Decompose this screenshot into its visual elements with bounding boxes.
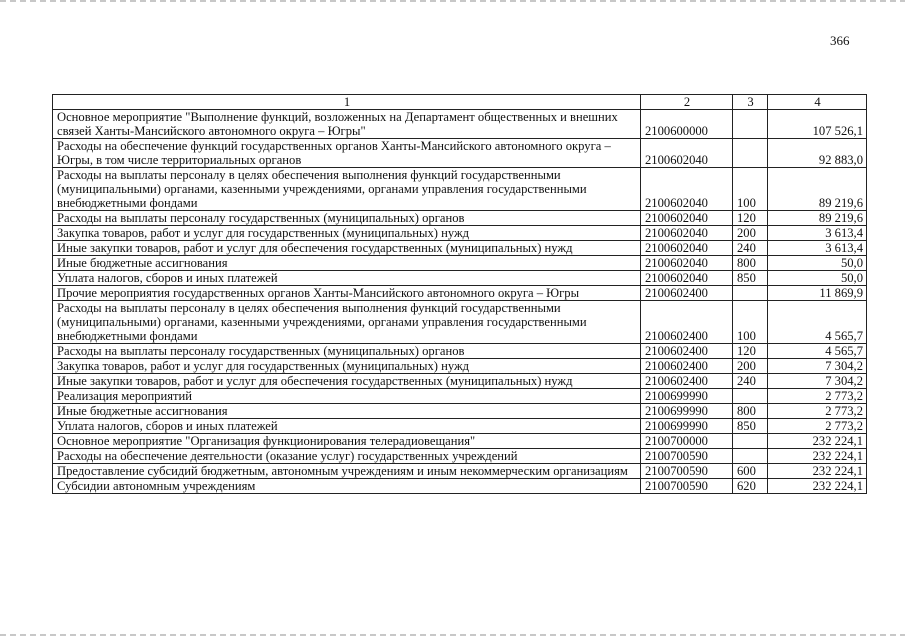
row-code: 2100699990	[641, 419, 733, 434]
row-amount: 7 304,2	[768, 359, 867, 374]
table-row	[53, 168, 867, 211]
page-number: 366	[830, 33, 850, 48]
scan-edge-top	[0, 0, 905, 2]
row-type: 620	[733, 479, 768, 494]
row-code: 2100602040	[641, 139, 733, 168]
table-row	[53, 449, 867, 464]
table-row	[53, 359, 867, 374]
table-row	[53, 419, 867, 434]
table-row	[53, 404, 867, 419]
row-code: 2100602040	[641, 241, 733, 256]
table-row	[53, 271, 867, 286]
row-amount: 232 224,1	[768, 434, 867, 449]
row-code: 2100700000	[641, 434, 733, 449]
row-type	[733, 286, 768, 301]
table-row	[53, 464, 867, 479]
row-type: 200	[733, 359, 768, 374]
row-name: Расходы на выплаты персоналу в целях обеспечения выполнения функций государственными (муниципальными) органами, казенными учреждениями, органами управления государственными внебюджетными фондами	[53, 301, 641, 344]
row-amount: 89 219,6	[768, 168, 867, 211]
row-type: 240	[733, 241, 768, 256]
row-code: 2100602040	[641, 271, 733, 286]
column-header-amount: 4	[768, 95, 867, 110]
row-code: 2100700590	[641, 464, 733, 479]
row-type: 100	[733, 168, 768, 211]
row-code: 2100602040	[641, 211, 733, 226]
row-code: 2100602040	[641, 168, 733, 211]
column-header-type: 3	[733, 95, 768, 110]
row-amount: 2 773,2	[768, 389, 867, 404]
row-name: Иные бюджетные ассигнования	[53, 256, 641, 271]
row-name: Реализация мероприятий	[53, 389, 641, 404]
row-name: Расходы на выплаты персоналу государственных (муниципальных) органов	[53, 344, 641, 359]
row-code: 2100700590	[641, 479, 733, 494]
column-header-code: 2	[641, 95, 733, 110]
row-name: Субсидии автономным учреждениям	[53, 479, 641, 494]
table-row	[53, 374, 867, 389]
table-row	[53, 301, 867, 344]
row-type: 100	[733, 301, 768, 344]
row-name: Закупка товаров, работ и услуг для государственных (муниципальных) нужд	[53, 226, 641, 241]
row-name: Расходы на выплаты персоналу в целях обеспечения выполнения функций государственными (муниципальными) органами, казенными учреждениями, органами управления государственными внебюджетными фондами	[53, 168, 641, 211]
row-type: 120	[733, 344, 768, 359]
row-type: 850	[733, 271, 768, 286]
row-type	[733, 110, 768, 139]
row-type	[733, 139, 768, 168]
row-amount: 4 565,7	[768, 301, 867, 344]
row-name: Уплата налогов, сборов и иных платежей	[53, 271, 641, 286]
table-row	[53, 344, 867, 359]
column-header-name: 1	[53, 95, 641, 110]
table-row	[53, 211, 867, 226]
table-row	[53, 110, 867, 139]
row-amount: 7 304,2	[768, 374, 867, 389]
row-amount: 232 224,1	[768, 464, 867, 479]
row-amount: 11 869,9	[768, 286, 867, 301]
row-code: 2100602400	[641, 374, 733, 389]
table-row	[53, 226, 867, 241]
row-amount: 232 224,1	[768, 449, 867, 464]
row-amount: 2 773,2	[768, 419, 867, 434]
table-row	[53, 389, 867, 404]
table-header-row	[53, 95, 867, 110]
row-name: Основное мероприятие "Выполнение функций, возложенных на Департамент общественных и внешних связей Ханты-Мансийского автономного округа – Югры"	[53, 110, 641, 139]
row-amount: 2 773,2	[768, 404, 867, 419]
row-name: Предоставление субсидий бюджетным, автономным учреждениям и иным некоммерческим организациям	[53, 464, 641, 479]
row-name: Иные бюджетные ассигнования	[53, 404, 641, 419]
row-amount: 50,0	[768, 271, 867, 286]
row-amount: 89 219,6	[768, 211, 867, 226]
table-row	[53, 286, 867, 301]
table-row	[53, 434, 867, 449]
table-row	[53, 241, 867, 256]
row-amount: 3 613,4	[768, 241, 867, 256]
row-code: 2100602400	[641, 344, 733, 359]
row-name: Прочие мероприятия государственных органов Ханты-Мансийского автономного округа – Югры	[53, 286, 641, 301]
row-name: Расходы на обеспечение функций государственных органов Ханты-Мансийского автономного округа – Югры, в том числе территориальных органов	[53, 139, 641, 168]
row-name: Расходы на выплаты персоналу государственных (муниципальных) органов	[53, 211, 641, 226]
row-name: Закупка товаров, работ и услуг для государственных (муниципальных) нужд	[53, 359, 641, 374]
row-amount: 92 883,0	[768, 139, 867, 168]
row-code: 2100600000	[641, 110, 733, 139]
row-code: 2100700590	[641, 449, 733, 464]
row-type: 240	[733, 374, 768, 389]
row-type	[733, 434, 768, 449]
row-amount: 4 565,7	[768, 344, 867, 359]
row-type: 800	[733, 404, 768, 419]
row-type: 200	[733, 226, 768, 241]
table-row	[53, 256, 867, 271]
row-name: Расходы на обеспечение деятельности (оказание услуг) государственных учреждений	[53, 449, 641, 464]
row-code: 2100602400	[641, 286, 733, 301]
row-code: 2100602400	[641, 301, 733, 344]
row-name: Иные закупки товаров, работ и услуг для обеспечения государственных (муниципальных) нужд	[53, 241, 641, 256]
row-code: 2100699990	[641, 404, 733, 419]
table-row	[53, 479, 867, 494]
row-code: 2100602040	[641, 226, 733, 241]
table-row	[53, 139, 867, 168]
row-amount: 3 613,4	[768, 226, 867, 241]
row-type: 850	[733, 419, 768, 434]
budget-table	[52, 94, 867, 494]
row-code: 2100699990	[641, 389, 733, 404]
row-type	[733, 449, 768, 464]
row-code: 2100602400	[641, 359, 733, 374]
row-name: Уплата налогов, сборов и иных платежей	[53, 419, 641, 434]
row-amount: 232 224,1	[768, 479, 867, 494]
row-code: 2100602040	[641, 256, 733, 271]
row-amount: 107 526,1	[768, 110, 867, 139]
row-type	[733, 389, 768, 404]
row-type: 800	[733, 256, 768, 271]
row-name: Иные закупки товаров, работ и услуг для обеспечения государственных (муниципальных) нужд	[53, 374, 641, 389]
scan-edge-bottom	[0, 634, 905, 636]
row-type: 120	[733, 211, 768, 226]
row-amount: 50,0	[768, 256, 867, 271]
row-name: Основное мероприятие "Организация функционирования телерадиовещания"	[53, 434, 641, 449]
row-type: 600	[733, 464, 768, 479]
